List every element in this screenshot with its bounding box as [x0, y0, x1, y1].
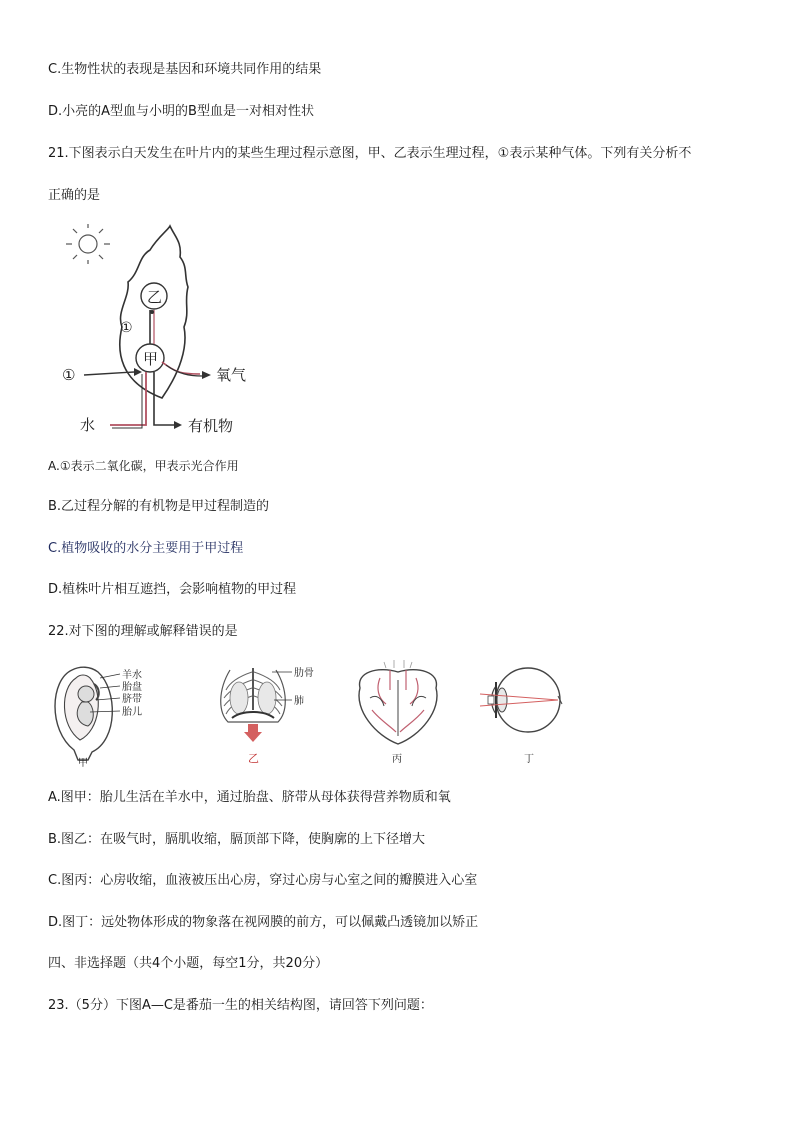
label-lung: 肺: [294, 696, 304, 707]
question-21-stem: 21.下图表示白天发生在叶片内的某些生理过程示意图，甲、乙表示生理过程，①表示某种气体。下列有关分析不: [48, 146, 692, 161]
option-22-c: C.图丙：心房收缩，血液被压出心房，穿过心房与心室之间的瓣膜进入心室: [48, 873, 478, 888]
caption-yi: 乙: [248, 752, 259, 765]
caption-ding: 丁: [524, 754, 534, 765]
caption-jia: 甲: [78, 758, 88, 768]
label-placenta: 胎盘: [122, 682, 142, 693]
label-yi: 乙: [147, 288, 163, 306]
label-amniotic-fluid: 羊水: [122, 670, 142, 681]
option-c-prev: C.生物性状的表现是基因和环境共同作用的结果: [48, 62, 322, 77]
label-ribs: 肋骨: [294, 668, 314, 679]
option-21-b: B.乙过程分解的有机物是甲过程制造的: [48, 499, 270, 514]
label-gas-upper: ①: [120, 320, 133, 336]
question-22-stem: 22.对下图的理解或解释错误的是: [48, 624, 238, 639]
figure-jia-fetus: [48, 660, 178, 768]
figure-ding-eye: [474, 660, 574, 768]
label-jia: 甲: [143, 350, 159, 368]
sun-icon: [66, 224, 110, 264]
option-22-d: D.图丁：远处物体形成的物象落在视网膜的前方，可以佩戴凸透镜加以矫正: [48, 915, 479, 930]
leaf-diagram: [50, 222, 280, 442]
option-22-b: B.图乙：在吸气时，膈肌收缩，膈顶部下降，使胸廓的上下径增大: [48, 832, 426, 847]
option-d-prev: D.小亮的A型血与小明的B型血是一对相对性状: [48, 104, 314, 119]
label-gas-left: ①: [62, 366, 76, 384]
question-21-stem-cont: 正确的是: [48, 188, 101, 203]
figure-bing-heart: [350, 660, 450, 768]
question-23-stem: 23.（5分）下图A—C是番茄一生的相关结构图，请回答下列问题：: [48, 998, 433, 1013]
option-21-a: A.①表示二氧化碳，甲表示光合作用: [48, 459, 239, 473]
label-fetus: 胎儿: [122, 707, 142, 718]
label-oxygen: 氧气: [216, 366, 247, 384]
label-umbilical-cord: 脐带: [122, 694, 142, 705]
option-21-c: C.植物吸收的水分主要用于甲过程: [48, 541, 244, 556]
section-4-heading: 四、非选择题（共4个小题，每空1分，共20分）: [48, 956, 329, 971]
label-water: 水: [80, 416, 96, 434]
figure-yi-thorax: [212, 660, 342, 768]
caption-bing: 丙: [392, 754, 402, 765]
option-21-d: D.植株叶片相互遮挡，会影响植物的甲过程: [48, 582, 297, 597]
label-organic: 有机物: [188, 417, 234, 435]
option-22-a: A.图甲：胎儿生活在羊水中，通过胎盘、脐带从母体获得营养物质和氧: [48, 790, 451, 805]
